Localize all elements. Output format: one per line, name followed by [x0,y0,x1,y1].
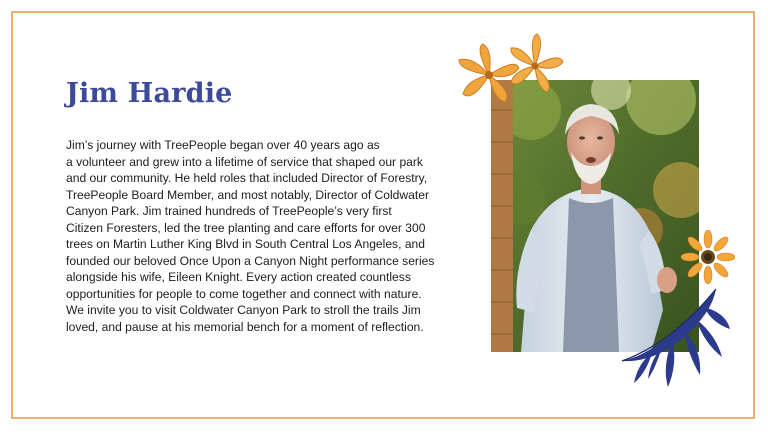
bio-line: alongside his wife, Eileen Knight. Every action created countless [66,270,411,284]
biography-text [66,137,466,335]
bio-line: opportunities for people to come together and connect with nature. [66,286,422,301]
bio-line: loved, and pause at his memorial bench for a moment of reflection. [66,319,424,334]
portrait-photo [491,80,699,352]
bio-line: founded our beloved Once Upon a Canyon Night performance series [66,253,435,268]
bio-line: Canyon Park. Jim trained hundreds of TreePeople’s very first [66,204,392,218]
bio-line: TreePeople Board Member, and most notably, Director of Coldwater [66,187,429,202]
bio-line: We invite you to visit Coldwater Canyon Park to stroll the trails Jim [66,303,421,317]
bio-line: and our community. He held roles that included Director of Forestry, [66,171,428,185]
bio-line: a volunteer and grew into a lifetime of service that shaped our park [66,154,423,169]
bio-line: trees on Martin Luther King Blvd in South Central Los Angeles, and [66,237,425,251]
person-name-heading: Jim Hardie [66,78,233,109]
bio-line: Jim’s journey with TreePeople began over 40 years ago as [66,138,380,152]
bio-line: Citizen Foresters, led the tree planting and care efforts for over 300 [66,220,426,235]
